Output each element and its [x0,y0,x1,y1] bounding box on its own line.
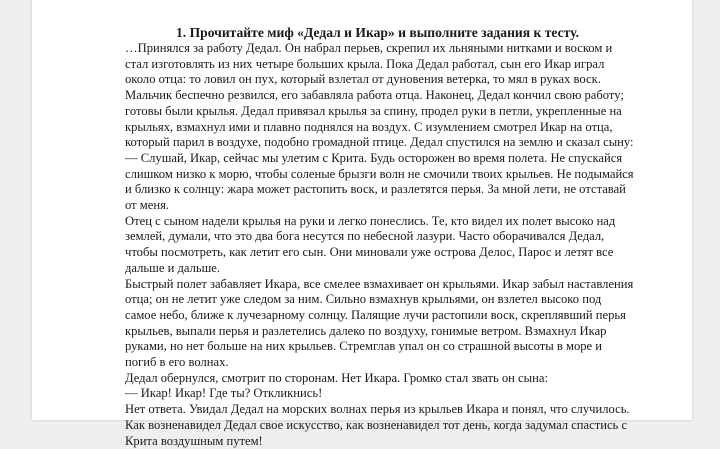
task-heading: 1. Прочитайте миф «Дедал и Икар» и выполните задания к тесту. [176,25,579,40]
text-line: отца; он не летит уже следом за ним. Сильно взмахнув крыльями, он взлетел высоко под [125,292,602,307]
text-line: Отец с сыном надели крылья на руки и легко понеслись. Те, кто видел их полет высоко над [125,213,616,228]
text-line: Дедал обернулся, смотрит по сторонам. Нет Икара. Громко стал звать он сына: [125,370,548,385]
text-line: руками, но нет больше на них крыльев. Стремглав упал он со страшной высоты в море и [125,339,603,354]
text-line: чтобы посмотреть, как летит его сын. Они миновали уже острова Делос, Парос и летят все [125,245,614,260]
text-line: около отца: то ловил он пух, который взлетал от дуновения ветерка, то мял в руках воск. [125,72,601,87]
text-line: …Принялся за работу Дедал. Он набрал перьев, скрепил их льняными нитками и воском и [125,41,613,55]
text-line: Быстрый полет забавляет Икара, все смелее взмахивает он крыльями. Икар забыл наставления [125,276,634,291]
text-line: погиб в его волнах. [125,355,229,370]
text-line: дальше и дальше. [125,260,221,275]
text-line: Как возненавидел Дедал свое искусство, как возненавидел тот день, когда задумал спастись с [125,417,628,432]
text-line: землей, думали, что это два бога несутся по небесной лазури. Часто оборачивался Дедал, [125,229,605,244]
myth-text [125,41,685,449]
text-line: от меня. [125,198,170,213]
text-line: стал изготовлять из них четыре больших крыла. Пока Дедал работал, сын его Икар играл [125,56,605,71]
text-line: — Икар! Икар! Где ты? Откликнись! [125,386,323,401]
text-line: — Слушай, Икар, сейчас мы улетим с Крита. Будь осторожен во время полета. Не спускайся [125,150,623,165]
text-line: самое небо, ближе к лучезарному солнцу. Палящие лучи растопили воск, скреплявший перья [125,307,626,322]
text-line: Мальчик беспечно резвился, его забавляла работа отца. Наконец, Дедал кончил свою работу; [125,88,624,103]
document-body [125,25,685,449]
text-line: готовы были крылья. Дедал привязал крылья за спину, продел руки в петли, укрепленные на [125,103,622,118]
text-line: Крита воздушным путем! [125,433,263,448]
text-line: и близко к солнцу: жара может растопить воск, и разлетятся перья. За мной лети, не отставай [125,182,626,197]
text-line: крыльях, взмахнул ими и плавно поднялся на воздух. С изумлением смотрел Икар на отца, [125,119,613,134]
text-line: Нет ответа. Увидал Дедал на морских волнах перья из крыльев Икара и понял, что случилось. [125,402,630,417]
text-line: слишком низко к морю, чтобы соленые брызги волн не смочили твоих крыльев. Не подымайся [125,166,634,181]
text-line: крыльев, выпали перья и разлетелись далеко по воздуху, гонимые ветром. Взмахнул Икар [125,323,607,338]
document-page [32,0,692,448]
text-line: который парил в воздухе, подобно громадной птице. Дедал спустился на землю и сказал сыну: [125,135,634,150]
